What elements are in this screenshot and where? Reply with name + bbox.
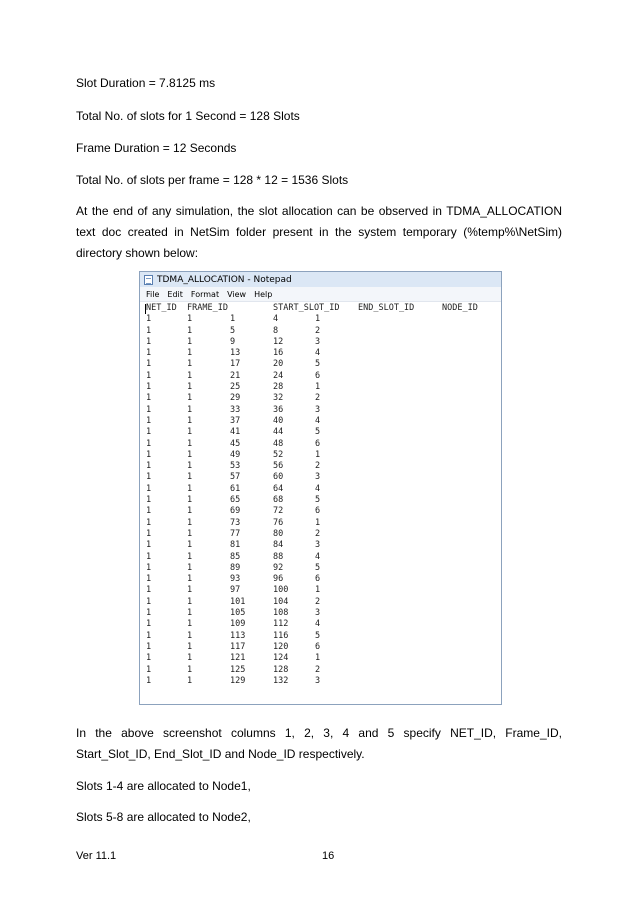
cell-node-id: 3 <box>315 608 321 619</box>
table-row <box>146 314 501 325</box>
cell-frame-id: 1 <box>187 585 193 596</box>
cell-net-id: 1 <box>146 562 152 573</box>
cell-start-slot-id: 5 <box>230 325 236 336</box>
cell-node-id: 5 <box>315 359 321 370</box>
cell-frame-id: 1 <box>187 370 193 381</box>
cell-start-slot-id: 1 <box>230 314 236 325</box>
cell-end-slot-id: 40 <box>273 415 284 426</box>
menu-edit[interactable]: Edit <box>167 289 183 299</box>
table-row <box>146 552 501 563</box>
table-row <box>146 371 501 382</box>
table-row <box>146 450 501 461</box>
header-node-id: NODE_ID <box>442 303 478 313</box>
slots-5-8-text: Slots 5-8 are allocated to Node2, <box>76 810 251 824</box>
cell-net-id: 1 <box>146 517 152 528</box>
cell-frame-id: 1 <box>187 664 193 675</box>
cell-frame-id: 1 <box>187 483 193 494</box>
table-row <box>146 631 501 642</box>
total-slots-second-text: Total No. of slots for 1 Second = 128 Slots <box>76 109 300 123</box>
table-row <box>146 461 501 472</box>
cell-end-slot-id: 52 <box>273 449 284 460</box>
cell-frame-id: 1 <box>187 461 193 472</box>
cell-frame-id: 1 <box>187 359 193 370</box>
cell-net-id: 1 <box>146 608 152 619</box>
header-row <box>146 303 501 314</box>
table-row <box>146 427 501 438</box>
cell-end-slot-id: 72 <box>273 506 284 517</box>
table-row <box>146 382 501 393</box>
cell-net-id: 1 <box>146 619 152 630</box>
cell-start-slot-id: 25 <box>230 382 241 393</box>
cell-start-slot-id: 101 <box>230 596 246 607</box>
notepad-title: TDMA_ALLOCATION - Notepad <box>157 274 292 285</box>
cell-end-slot-id: 88 <box>273 551 284 562</box>
cell-start-slot-id: 97 <box>230 585 241 596</box>
notepad-window <box>139 271 502 705</box>
allocation-rows <box>146 314 501 687</box>
cell-end-slot-id: 100 <box>273 585 289 596</box>
cell-frame-id: 1 <box>187 608 193 619</box>
menu-view[interactable]: View <box>227 289 247 299</box>
cell-frame-id: 1 <box>187 551 193 562</box>
cell-frame-id: 1 <box>187 653 193 664</box>
cell-end-slot-id: 20 <box>273 359 284 370</box>
table-row <box>146 563 501 574</box>
cell-frame-id: 1 <box>187 336 193 347</box>
cell-start-slot-id: 69 <box>230 506 241 517</box>
cell-node-id: 2 <box>315 461 321 472</box>
cell-frame-id: 1 <box>187 675 193 686</box>
cell-start-slot-id: 45 <box>230 438 241 449</box>
cell-node-id: 6 <box>315 641 321 652</box>
slot-duration-text: Slot Duration = 7.8125 ms <box>76 76 216 90</box>
columns-note-paragraph: In the above screenshot columns 1, 2, 3, 4 and 5 specify NET_ID, Frame_ID, Start_Slot_ID, End_Slot_ID and Node_ID respectively. <box>76 726 562 761</box>
cell-end-slot-id: 112 <box>273 619 289 630</box>
cell-node-id: 1 <box>315 517 321 528</box>
cell-node-id: 2 <box>315 664 321 675</box>
cell-node-id: 6 <box>315 574 321 585</box>
cell-end-slot-id: 36 <box>273 404 284 415</box>
cell-start-slot-id: 9 <box>230 336 236 347</box>
table-row <box>146 665 501 676</box>
cell-node-id: 6 <box>315 370 321 381</box>
cell-net-id: 1 <box>146 348 152 359</box>
table-row <box>146 642 501 653</box>
cell-node-id: 2 <box>315 393 321 404</box>
cell-node-id: 3 <box>315 675 321 686</box>
cell-start-slot-id: 53 <box>230 461 241 472</box>
cell-end-slot-id: 32 <box>273 393 284 404</box>
cell-frame-id: 1 <box>187 619 193 630</box>
cell-node-id: 5 <box>315 495 321 506</box>
menu-help[interactable]: Help <box>254 289 273 299</box>
table-row <box>146 472 501 483</box>
cell-end-slot-id: 84 <box>273 540 284 551</box>
cell-start-slot-id: 117 <box>230 641 246 652</box>
cell-net-id: 1 <box>146 574 152 585</box>
cell-net-id: 1 <box>146 404 152 415</box>
cell-node-id: 4 <box>315 483 321 494</box>
cell-node-id: 5 <box>315 630 321 641</box>
cell-start-slot-id: 85 <box>230 551 241 562</box>
cell-frame-id: 1 <box>187 393 193 404</box>
cell-end-slot-id: 104 <box>273 596 289 607</box>
cell-net-id: 1 <box>146 336 152 347</box>
cell-net-id: 1 <box>146 506 152 517</box>
cell-net-id: 1 <box>146 675 152 686</box>
cell-net-id: 1 <box>146 528 152 539</box>
cell-end-slot-id: 68 <box>273 495 284 506</box>
cell-start-slot-id: 125 <box>230 664 246 675</box>
slots-1-4-text: Slots 1-4 are allocated to Node1, <box>76 779 251 793</box>
cell-net-id: 1 <box>146 585 152 596</box>
cell-start-slot-id: 65 <box>230 495 241 506</box>
cell-end-slot-id: 120 <box>273 641 289 652</box>
cell-start-slot-id: 113 <box>230 630 246 641</box>
footer-version: Ver 11.1 <box>76 850 117 862</box>
cell-frame-id: 1 <box>187 506 193 517</box>
cell-frame-id: 1 <box>187 562 193 573</box>
cell-node-id: 5 <box>315 427 321 438</box>
cell-net-id: 1 <box>146 325 152 336</box>
cell-frame-id: 1 <box>187 404 193 415</box>
cell-frame-id: 1 <box>187 472 193 483</box>
cell-net-id: 1 <box>146 415 152 426</box>
cell-net-id: 1 <box>146 370 152 381</box>
cell-end-slot-id: 8 <box>273 325 279 336</box>
cell-start-slot-id: 89 <box>230 562 241 573</box>
notepad-text-area[interactable] <box>146 303 501 704</box>
menu-format[interactable]: Format <box>190 289 220 299</box>
cell-frame-id: 1 <box>187 630 193 641</box>
cell-net-id: 1 <box>146 641 152 652</box>
cell-end-slot-id: 128 <box>273 664 289 675</box>
cell-frame-id: 1 <box>187 517 193 528</box>
cell-end-slot-id: 124 <box>273 653 289 664</box>
cell-net-id: 1 <box>146 596 152 607</box>
table-row <box>146 574 501 585</box>
table-row <box>146 359 501 370</box>
cell-frame-id: 1 <box>187 641 193 652</box>
cell-node-id: 4 <box>315 619 321 630</box>
table-row <box>146 608 501 619</box>
cell-start-slot-id: 37 <box>230 415 241 426</box>
cell-start-slot-id: 17 <box>230 359 241 370</box>
table-row <box>146 326 501 337</box>
cell-net-id: 1 <box>146 472 152 483</box>
table-row <box>146 676 501 687</box>
cell-node-id: 5 <box>315 562 321 573</box>
cell-start-slot-id: 57 <box>230 472 241 483</box>
table-row <box>146 653 501 664</box>
cell-end-slot-id: 80 <box>273 528 284 539</box>
cell-end-slot-id: 4 <box>273 314 279 325</box>
table-row <box>146 439 501 450</box>
table-row <box>146 495 501 506</box>
cell-node-id: 1 <box>315 382 321 393</box>
header-net-id: NET_ID <box>146 303 177 313</box>
cell-end-slot-id: 56 <box>273 461 284 472</box>
header-start-slot-id: START_SLOT_ID <box>273 303 340 313</box>
notepad-menubar <box>140 287 501 302</box>
cell-net-id: 1 <box>146 314 152 325</box>
table-row <box>146 337 501 348</box>
cell-node-id: 6 <box>315 506 321 517</box>
cell-net-id: 1 <box>146 449 152 460</box>
cell-net-id: 1 <box>146 495 152 506</box>
cell-start-slot-id: 77 <box>230 528 241 539</box>
cell-node-id: 4 <box>315 348 321 359</box>
cell-node-id: 2 <box>315 596 321 607</box>
cell-end-slot-id: 116 <box>273 630 289 641</box>
cell-end-slot-id: 96 <box>273 574 284 585</box>
cell-net-id: 1 <box>146 540 152 551</box>
cell-node-id: 3 <box>315 472 321 483</box>
table-row <box>146 405 501 416</box>
cell-start-slot-id: 41 <box>230 427 241 438</box>
table-row <box>146 484 501 495</box>
cell-end-slot-id: 12 <box>273 336 284 347</box>
cell-start-slot-id: 129 <box>230 675 246 686</box>
cell-net-id: 1 <box>146 461 152 472</box>
cell-net-id: 1 <box>146 427 152 438</box>
cell-frame-id: 1 <box>187 415 193 426</box>
cell-node-id: 3 <box>315 336 321 347</box>
cell-node-id: 4 <box>315 415 321 426</box>
cell-end-slot-id: 76 <box>273 517 284 528</box>
total-slots-frame-text: Total No. of slots per frame = 128 * 12 = 1536 Slots <box>76 173 349 187</box>
cell-end-slot-id: 28 <box>273 382 284 393</box>
cell-net-id: 1 <box>146 551 152 562</box>
cell-frame-id: 1 <box>187 495 193 506</box>
cell-end-slot-id: 64 <box>273 483 284 494</box>
cell-start-slot-id: 29 <box>230 393 241 404</box>
cell-frame-id: 1 <box>187 438 193 449</box>
cell-node-id: 1 <box>315 653 321 664</box>
table-row <box>146 619 501 630</box>
cell-start-slot-id: 33 <box>230 404 241 415</box>
table-row <box>146 518 501 529</box>
cell-end-slot-id: 132 <box>273 675 289 686</box>
cell-start-slot-id: 61 <box>230 483 241 494</box>
cell-net-id: 1 <box>146 382 152 393</box>
cell-frame-id: 1 <box>187 540 193 551</box>
cell-end-slot-id: 44 <box>273 427 284 438</box>
footer-page-number: 16 <box>322 850 335 862</box>
cell-end-slot-id: 16 <box>273 348 284 359</box>
cell-node-id: 2 <box>315 528 321 539</box>
header-frame-id: FRAME_ID <box>187 303 228 313</box>
menu-file[interactable]: File <box>146 289 160 299</box>
cell-node-id: 6 <box>315 438 321 449</box>
cell-start-slot-id: 109 <box>230 619 246 630</box>
table-row <box>146 597 501 608</box>
cell-end-slot-id: 92 <box>273 562 284 573</box>
cell-end-slot-id: 108 <box>273 608 289 619</box>
table-row <box>146 416 501 427</box>
notepad-title-bar <box>140 272 501 287</box>
table-row <box>146 393 501 404</box>
cell-start-slot-id: 105 <box>230 608 246 619</box>
intro-paragraph: At the end of any simulation, the slot allocation can be observed in TDMA_ALLOCATION text doc created in NetSim folder present in the system temporary (%temp%\NetSim) directory shown below: <box>76 204 562 260</box>
cell-start-slot-id: 93 <box>230 574 241 585</box>
cell-frame-id: 1 <box>187 574 193 585</box>
cell-start-slot-id: 21 <box>230 370 241 381</box>
cell-net-id: 1 <box>146 664 152 675</box>
cell-node-id: 1 <box>315 314 321 325</box>
table-row <box>146 506 501 517</box>
cell-frame-id: 1 <box>187 314 193 325</box>
cell-frame-id: 1 <box>187 427 193 438</box>
table-row <box>146 585 501 596</box>
cell-frame-id: 1 <box>187 596 193 607</box>
cell-node-id: 1 <box>315 585 321 596</box>
header-end-slot-id: END_SLOT_ID <box>358 303 415 313</box>
cell-end-slot-id: 24 <box>273 370 284 381</box>
table-row <box>146 348 501 359</box>
cell-frame-id: 1 <box>187 325 193 336</box>
cell-start-slot-id: 49 <box>230 449 241 460</box>
cell-net-id: 1 <box>146 438 152 449</box>
cell-start-slot-id: 73 <box>230 517 241 528</box>
table-row <box>146 529 501 540</box>
cell-net-id: 1 <box>146 359 152 370</box>
cell-net-id: 1 <box>146 483 152 494</box>
cell-node-id: 3 <box>315 404 321 415</box>
cell-frame-id: 1 <box>187 382 193 393</box>
frame-duration-text: Frame Duration = 12 Seconds <box>76 141 237 155</box>
cell-node-id: 1 <box>315 449 321 460</box>
cell-end-slot-id: 60 <box>273 472 284 483</box>
cell-end-slot-id: 48 <box>273 438 284 449</box>
cell-net-id: 1 <box>146 630 152 641</box>
cell-net-id: 1 <box>146 393 152 404</box>
notepad-icon <box>144 275 153 285</box>
cell-frame-id: 1 <box>187 528 193 539</box>
cell-start-slot-id: 81 <box>230 540 241 551</box>
cell-frame-id: 1 <box>187 348 193 359</box>
cell-node-id: 2 <box>315 325 321 336</box>
cell-start-slot-id: 13 <box>230 348 241 359</box>
cell-start-slot-id: 121 <box>230 653 246 664</box>
cell-node-id: 4 <box>315 551 321 562</box>
cell-node-id: 3 <box>315 540 321 551</box>
cell-net-id: 1 <box>146 653 152 664</box>
cell-frame-id: 1 <box>187 449 193 460</box>
table-row <box>146 540 501 551</box>
